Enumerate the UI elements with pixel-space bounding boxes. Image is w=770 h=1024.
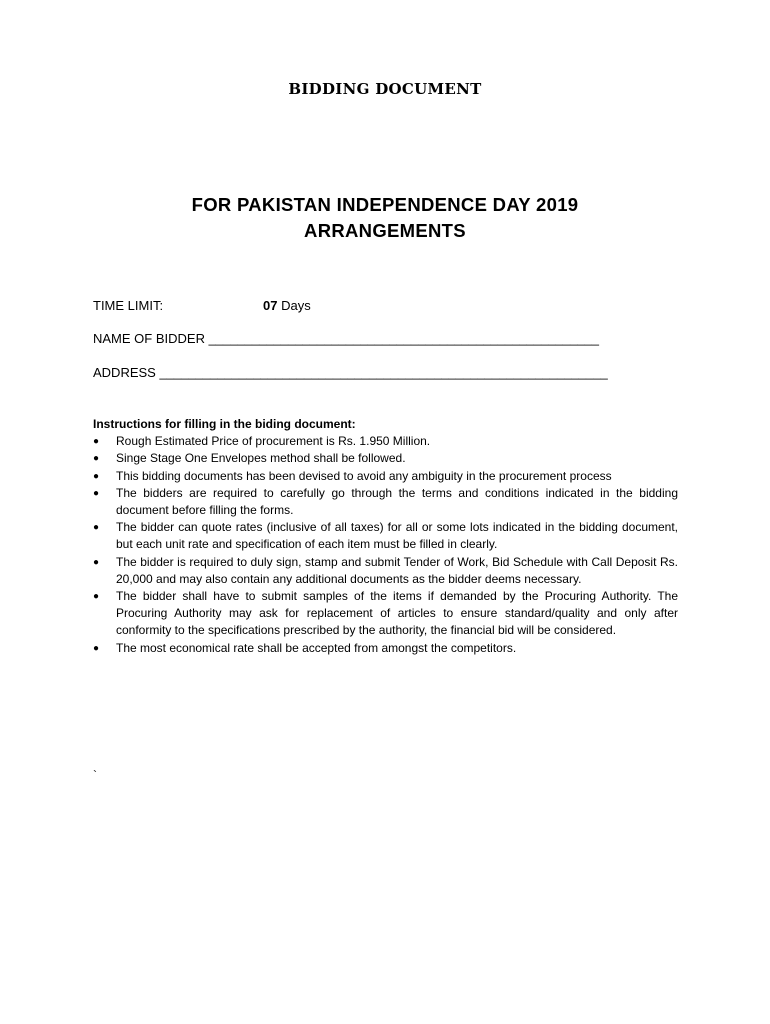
document-title: BIDDING DOCUMENT xyxy=(288,80,482,98)
bullet-icon: ● xyxy=(93,556,100,568)
list-item-text: The bidder can quote rates (inclusive of all taxes) for all or some lots indicated in the bidding document, but each unit rate and specification of each item must be filled in clearly. xyxy=(116,520,678,552)
document-subtitle xyxy=(0,192,770,244)
instructions-heading: Instructions for filling in the biding document: xyxy=(93,417,356,431)
instructions-section xyxy=(93,416,678,657)
list-item-text: The most economical rate shall be accepted from amongst the competitors. xyxy=(116,640,517,655)
bullet-icon: ● xyxy=(93,591,100,603)
bullet-icon: ● xyxy=(93,453,100,465)
list-item-text: The bidder is required to duly sign, stamp and submit Tender of Work, Bid Schedule with Call Deposit Rs. 20,000 and may also contain any additional documents as the bidder deems necessary. xyxy=(116,554,678,586)
bidder-name-field: NAME OF BIDDER ______________________________________________________ xyxy=(93,331,599,346)
list-item-text: Rough Estimated Price of procurement is Rs. 1.950 Million. xyxy=(116,434,431,449)
instructions-list xyxy=(93,433,678,657)
list-item xyxy=(93,433,678,450)
stray-mark: ` xyxy=(93,768,97,782)
list-item xyxy=(93,468,678,485)
bullet-icon: ● xyxy=(93,522,100,534)
list-item-text: Singe Stage One Envelopes method shall be followed. xyxy=(116,451,406,466)
list-item xyxy=(93,485,678,519)
bullet-icon: ● xyxy=(93,487,100,499)
subtitle-line-1: FOR PAKISTAN INDEPENDENCE DAY 2019 xyxy=(191,194,579,215)
time-limit-number: 07 xyxy=(263,298,278,313)
list-item xyxy=(93,588,678,640)
list-item xyxy=(93,640,678,657)
list-item xyxy=(93,519,678,553)
list-item-text: The bidder shall have to submit samples of the items if demanded by the Procuring Authority. The Procuring Authority may ask for replacement of articles to ensure standard/quality and only after conformity to the specifications prescribed by the authority, the financial bid will be considered. xyxy=(116,589,678,638)
bullet-icon: ● xyxy=(93,642,100,654)
list-item-text: This bidding documents has been devised to avoid any ambiguity in the procurement process xyxy=(116,468,612,483)
list-item-text: The bidders are required to carefully go through the terms and conditions indicated in the bidding document before filling the forms. xyxy=(116,485,678,518)
list-item xyxy=(93,554,678,588)
bidder-address-field: ADDRESS ______________________________________________________________ xyxy=(93,365,608,380)
bullet-icon: ● xyxy=(93,436,100,448)
bullet-icon: ● xyxy=(93,470,100,482)
list-item xyxy=(93,450,678,467)
time-limit-label: TIME LIMIT: xyxy=(93,298,164,313)
subtitle-line-2: ARRANGEMENTS xyxy=(304,220,466,241)
time-limit-field xyxy=(93,298,311,313)
time-limit-unit: Days xyxy=(277,298,311,313)
